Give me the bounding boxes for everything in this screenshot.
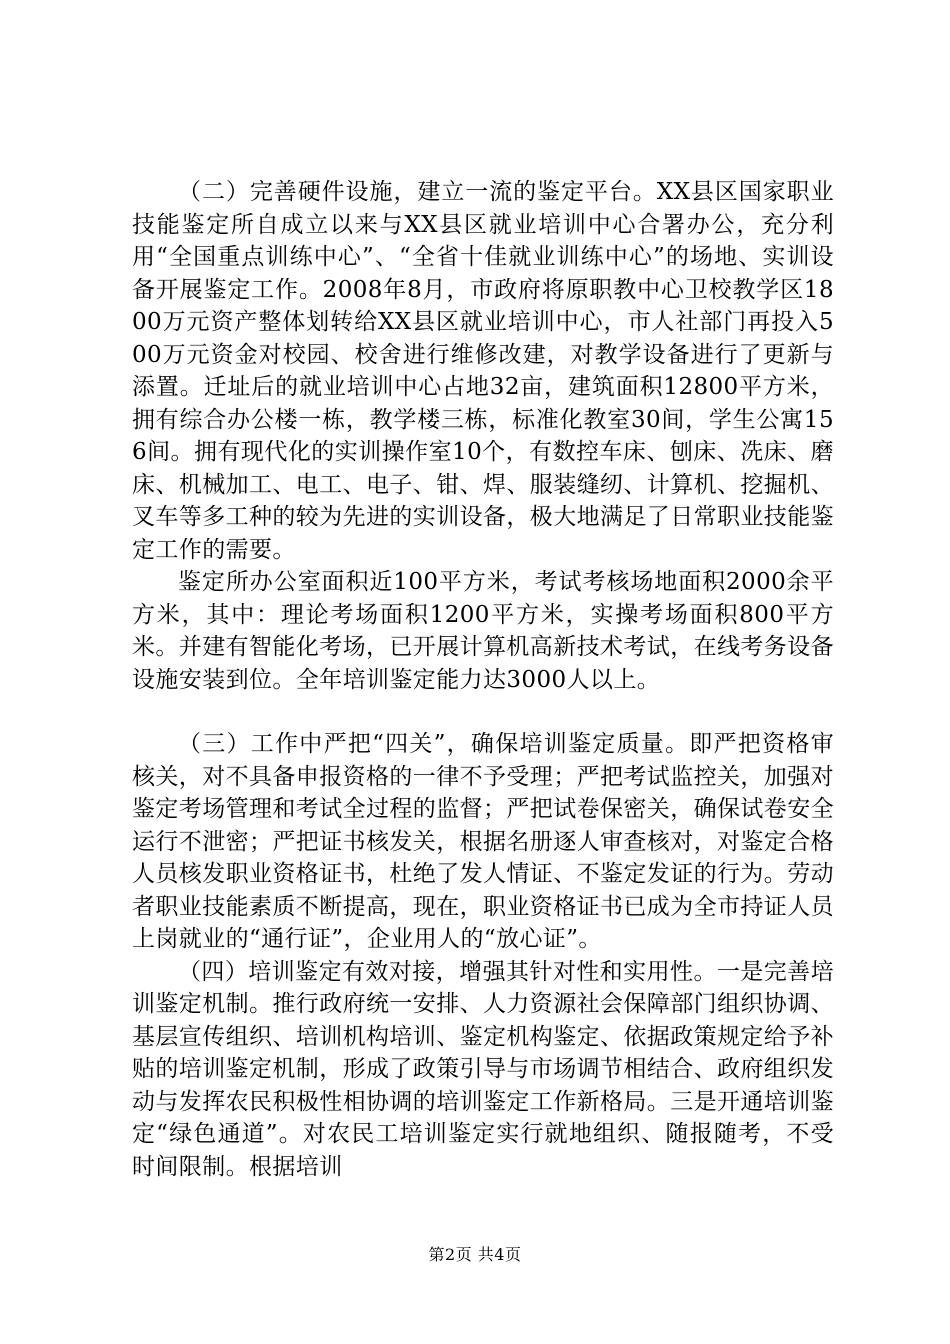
paragraph-four-checks: （三）工作中严把“四关”，确保培训鉴定质量。即严把资格审核关，对不具备申报资格的一律不予受理；严把考试监控关，加强对鉴定考场管理和考试全过程的监督；严把试卷保密关，确保试卷安全运行不泄密；严把证书核发关，根据名册逐人审查核对，对鉴定合格人员核发职业资格证书，杜绝了发人情证、不鉴定发证的行为。劳动者职业技能素质不断提高，现在，职业资格证书已成为全市持证人员上岗就业的“通行证”，企业用人的“放心证”。 [132, 731, 834, 952]
page-number-footer: 第2页 共4页 [428, 1245, 522, 1264]
body-text [132, 176, 834, 1183]
paragraph-hardware-facilities: （二）完善硬件设施，建立一流的鉴定平台。XX县区国家职业技能鉴定所自成立以来与XX县区就业培训中心合署办公，充分利用“全国重点训练中心”、“全省十佳就业训练中心”的场地、实训设备开展鉴定工作。2008年8月，市政府将原职教中心卫校教学区1800万元资产整体划转给XX县区就业培训中心，市人社部门再投入500万元资金对校园、校舍进行维修改建，对教学设备进行了更新与添置。迁址后的就业培训中心占地32亩，建筑面积12800平方米，拥有综合办公楼一栋，教学楼三栋，标准化教室30间，学生公寓156间。拥有现代化的实训操作室10个，有数控车床、刨床、冼床、磨床、机械加工、电工、电子、钳、焊、服装缝纫、计算机、挖掘机、叉车等多工种的较为先进的实训设备，极大地满足了日常职业技能鉴定工作的需要。 [132, 179, 834, 563]
paragraph-training-connection: （四）培训鉴定有效对接，增强其针对性和实用性。一是完善培训鉴定机制。推行政府统一安排、人力资源社会保障部门组织协调、基层宣传组织、培训机构培训、鉴定机构鉴定、依据政策规定给予补贴的培训鉴定机制，形成了政策引导与市场调节相结合、政府组织发动与发挥农民积极性相协调的培训鉴定工作新格局。三是开通培训鉴定“绿色通道”。对农民工培训鉴定实行就地组织、随报随考，不受时间限制。根据培训 [132, 958, 834, 1180]
paragraph-office-area: 鉴定所办公室面积近100平方米，考试考核场地面积2000余平方米，其中：理论考场面积1200平方米，实操考场面积800平方米。并建有智能化考场，已开展计算机高新技术考试，在线考务设备设施安装到位。全年培训鉴定能力达3000人以上。 [132, 569, 834, 693]
